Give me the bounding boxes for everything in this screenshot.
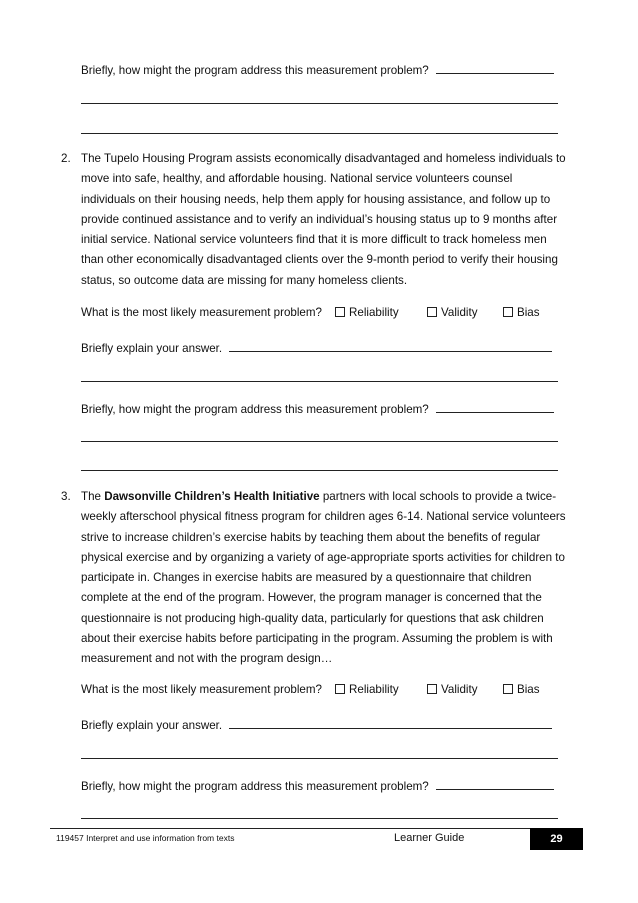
q3-line: participate in. Changes in exercise habits are measured by a questionnaire that children <box>81 571 532 585</box>
q2-problem-prompt: What is the most likely measurement problem? <box>81 306 322 319</box>
q2-line: status, so outcome data are missing for many homeless clients. <box>81 273 408 287</box>
q3-explain-prompt: Briefly explain your answer. <box>81 719 223 732</box>
checkbox-icon[interactable] <box>427 307 437 317</box>
page-number: 29 <box>530 828 583 850</box>
q3-address-line <box>81 778 554 794</box>
q2-explain-blank[interactable] <box>229 340 552 352</box>
q1-address-blank[interactable] <box>436 62 554 74</box>
q3-line: complete at the end of the program. However, the program manager is concerned that the <box>81 591 542 605</box>
q3-problem-prompt: What is the most likely measurement problem? <box>81 683 322 696</box>
footer-unit-standard: 119457 Interpret and use information from texts <box>56 833 235 843</box>
program-name: Dawsonville Children’s Health Initiative <box>104 490 320 503</box>
q2-address-blank[interactable] <box>436 401 554 413</box>
checkbox-icon[interactable] <box>503 307 513 317</box>
q1-answer-line-1[interactable] <box>81 103 558 104</box>
q3-line: weekly afterschool physical fitness program for children ages 6-14. National service volunteers <box>81 510 566 524</box>
q2-line: initial service. National service volunteers find that it is more difficult to track homeless men <box>81 233 547 247</box>
q3-line: measurement and not with the program design… <box>81 652 333 666</box>
q2-option-reliability[interactable]: Reliability <box>335 306 399 320</box>
q2-option-bias[interactable]: Bias <box>503 306 540 320</box>
q3-number: 3. <box>61 490 71 503</box>
q3-option-reliability[interactable]: Reliability <box>335 683 399 697</box>
q2-address-prompt: Briefly, how might the program address this measurement problem? <box>81 403 429 416</box>
q3-explain-blank[interactable] <box>229 717 552 729</box>
q2-number: 2. <box>61 152 71 165</box>
q2-text <box>81 149 581 291</box>
q2-line: move into safe, healthy, and affordable housing. National service volunteers counsel <box>81 172 513 186</box>
q2-line: provide continued assistance and to verify an individual’s housing status up to 9 months after <box>81 212 558 226</box>
q1-address-prompt: Briefly, how might the program address this measurement problem? <box>81 64 429 77</box>
footer-guide-label: Learner Guide <box>394 832 465 844</box>
checkbox-icon[interactable] <box>427 684 437 694</box>
footer-rule <box>50 828 583 829</box>
q2-line: than other economically disadvantaged clients over the 9-month period to verify their housing <box>81 253 558 267</box>
q3-line: strive to increase children’s exercise habits by teaching them about the benefits of regular <box>81 530 541 544</box>
q3-text <box>81 487 581 670</box>
q2-explain-line-2[interactable] <box>81 381 558 382</box>
q2-answer-line-2[interactable] <box>81 470 558 471</box>
q3-line: The Dawsonville Children’s Health Initiative partners with local schools to provide a twice- <box>81 490 557 503</box>
q3-line: about their exercise habits before participating in the program. Assuming the problem is with <box>81 632 553 646</box>
q2-explain-line <box>81 340 552 356</box>
q3-line: physical exercise and by organizing a variety of age-appropriate sports activities for children to <box>81 550 565 564</box>
checkbox-icon[interactable] <box>503 684 513 694</box>
q3-answer-line-1[interactable] <box>81 818 558 819</box>
q2-answer-line-1[interactable] <box>81 441 558 442</box>
q2-line: The Tupelo Housing Program assists economically disadvantaged and homeless individuals to <box>81 152 566 165</box>
q3-explain-line <box>81 717 552 733</box>
q3-address-prompt: Briefly, how might the program address this measurement problem? <box>81 780 429 793</box>
q1-address-line <box>81 62 554 78</box>
q3-address-blank[interactable] <box>436 778 554 790</box>
q3-option-bias[interactable]: Bias <box>503 683 540 697</box>
q2-line: individuals on their housing needs, help them apply for housing assistance, and follow up to <box>81 192 551 206</box>
q3-line: questionnaire is not producing high-quality data, particularly for questions that ask children <box>81 611 544 625</box>
q2-address-line <box>81 401 554 417</box>
q1-answer-line-2[interactable] <box>81 133 558 134</box>
checkbox-icon[interactable] <box>335 684 345 694</box>
q3-option-validity[interactable]: Validity <box>427 683 478 697</box>
q2-option-validity[interactable]: Validity <box>427 306 478 320</box>
checkbox-icon[interactable] <box>335 307 345 317</box>
q2-explain-prompt: Briefly explain your answer. <box>81 342 223 355</box>
q3-explain-line-2[interactable] <box>81 758 558 759</box>
